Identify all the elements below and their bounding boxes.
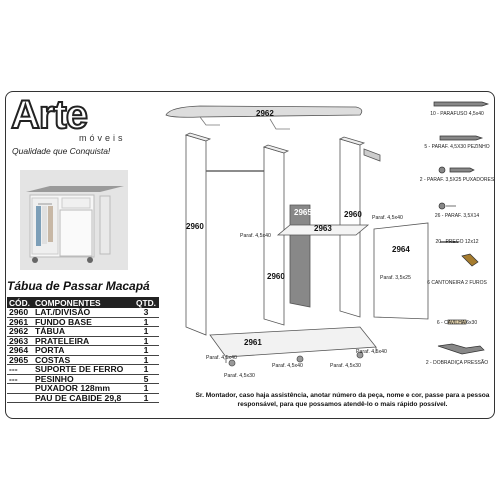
hardware-item: 26 - PARAF. 3,5X14: [434, 213, 480, 219]
header-components: COMPONENTES: [33, 297, 133, 308]
part-label-2960-mid: 2960: [267, 272, 285, 281]
product-title: Tábua de Passar Macapá: [7, 279, 150, 293]
cell-component: FUNDO BASE: [33, 317, 133, 327]
cell-code: 2961: [7, 317, 33, 327]
table-row: [7, 346, 159, 356]
screw-label-bottom-mid: Paraf. 4,5x40: [272, 363, 303, 369]
part-label-2960-right: 2960: [344, 210, 362, 219]
header-qty: QTD.: [133, 297, 159, 308]
cell-component: LAT./DIVISÃO: [33, 308, 133, 317]
hinge-icon: [438, 344, 484, 354]
cell-component: PRATELEIRA: [33, 336, 133, 346]
cell-code: ---: [7, 365, 33, 375]
cell-code: 2963: [7, 336, 33, 346]
cell-qty: 1: [133, 336, 159, 346]
screw-label-bottom-left2: Paraf. 4,5x30: [224, 373, 255, 379]
cell-component: PAU DE CABIDE 29,8: [33, 393, 133, 403]
screw-3514-icon: [439, 203, 445, 209]
assembler-note: Sr. Montador, caso haja assistência, anotar número da peça, nome e cor, passe para a pessoa responsável, para que possamos atendê-lo o mais rápido possível.: [195, 392, 490, 408]
hardware-item: 6 CANTONEIRA 2 FUROS: [427, 280, 487, 286]
part-label-2963: 2963: [314, 224, 332, 233]
bracket-icon: [462, 254, 478, 266]
cell-component: COSTAS: [33, 355, 133, 365]
header-code: CÓD.: [7, 297, 33, 308]
assembly-diagram: [160, 95, 430, 385]
cell-code: ---: [7, 374, 33, 384]
hardware-item: 20 - PREGO 12x12: [435, 239, 479, 245]
hardware-icons: [432, 98, 496, 358]
cell-qty: 1: [133, 317, 159, 327]
screw-4530-icon: [440, 136, 482, 140]
part-label-2961: 2961: [244, 338, 262, 347]
table-row: [7, 327, 159, 337]
parts-table: [7, 297, 159, 403]
cell-qty: 1: [133, 384, 159, 394]
table-row: [7, 317, 159, 327]
part-label-2965: 2965: [294, 208, 312, 217]
table-row: [7, 365, 159, 375]
screw-label-right-top: Paraf. 4,5x40: [372, 215, 403, 221]
cell-code: 2960: [7, 308, 33, 317]
screw-label-bottom-left: Paraf. 4,5x40: [206, 355, 237, 361]
table-row: [7, 393, 159, 403]
screw-label-bottom-right2: Paraf. 4,5x40: [356, 349, 387, 355]
screw-head-icon: [439, 167, 445, 173]
hardware-item: 10 - PARAFUSO 4,5x40: [430, 111, 484, 117]
part-label-2960-left: 2960: [186, 222, 204, 231]
part-label-2962: 2962: [256, 109, 274, 118]
brand-tagline: Qualidade que Conquista!: [12, 146, 111, 156]
screw-3525-icon: [450, 168, 474, 172]
hardware-item: 5 - PARAF. 4,5X30 PEZINHO: [424, 144, 490, 150]
cell-code: 2964: [7, 346, 33, 356]
screw-label-bottom-right: Paraf. 4,5x30: [330, 363, 361, 369]
cell-qty: 1: [133, 355, 159, 365]
cell-code: [7, 393, 33, 403]
cell-code: 2965: [7, 355, 33, 365]
cell-code: [7, 384, 33, 394]
cell-code: 2962: [7, 327, 33, 337]
cell-qty: 1: [133, 327, 159, 337]
brand-logo: [7, 93, 135, 162]
hardware-item: 6 - CAVILHA 6x30: [436, 320, 478, 326]
screw-4540-icon: [434, 102, 488, 106]
screw-label-door: Paraf. 3,5x25: [380, 275, 411, 281]
table-row: [7, 336, 159, 346]
hardware-item: 2 - DOBRADIÇA PRESSÃO: [425, 360, 489, 366]
screw-label-left: Paraf. 4,5x40: [240, 233, 271, 239]
table-row: [7, 308, 159, 317]
hardware-item: 2 - PARAF. 3,5X25 PUXADORES: [419, 177, 495, 183]
cell-qty: 5: [133, 374, 159, 384]
cell-component: PORTA: [33, 346, 133, 356]
cell-qty: 3: [133, 308, 159, 317]
cell-qty: 1: [133, 393, 159, 403]
cell-component: SUPORTE DE FERRO: [33, 365, 133, 375]
table-row: [7, 384, 159, 394]
cell-qty: 1: [133, 365, 159, 375]
cell-qty: 1: [133, 346, 159, 356]
brand-name: Arte: [11, 93, 88, 137]
cell-component: PESINHO: [33, 374, 133, 384]
part-label-2964: 2964: [392, 245, 410, 254]
product-photo: [20, 170, 128, 270]
cell-component: TÁBUA: [33, 327, 133, 337]
brand-sub: móveis: [79, 133, 126, 143]
cell-component: PUXADOR 128mm: [33, 384, 133, 394]
